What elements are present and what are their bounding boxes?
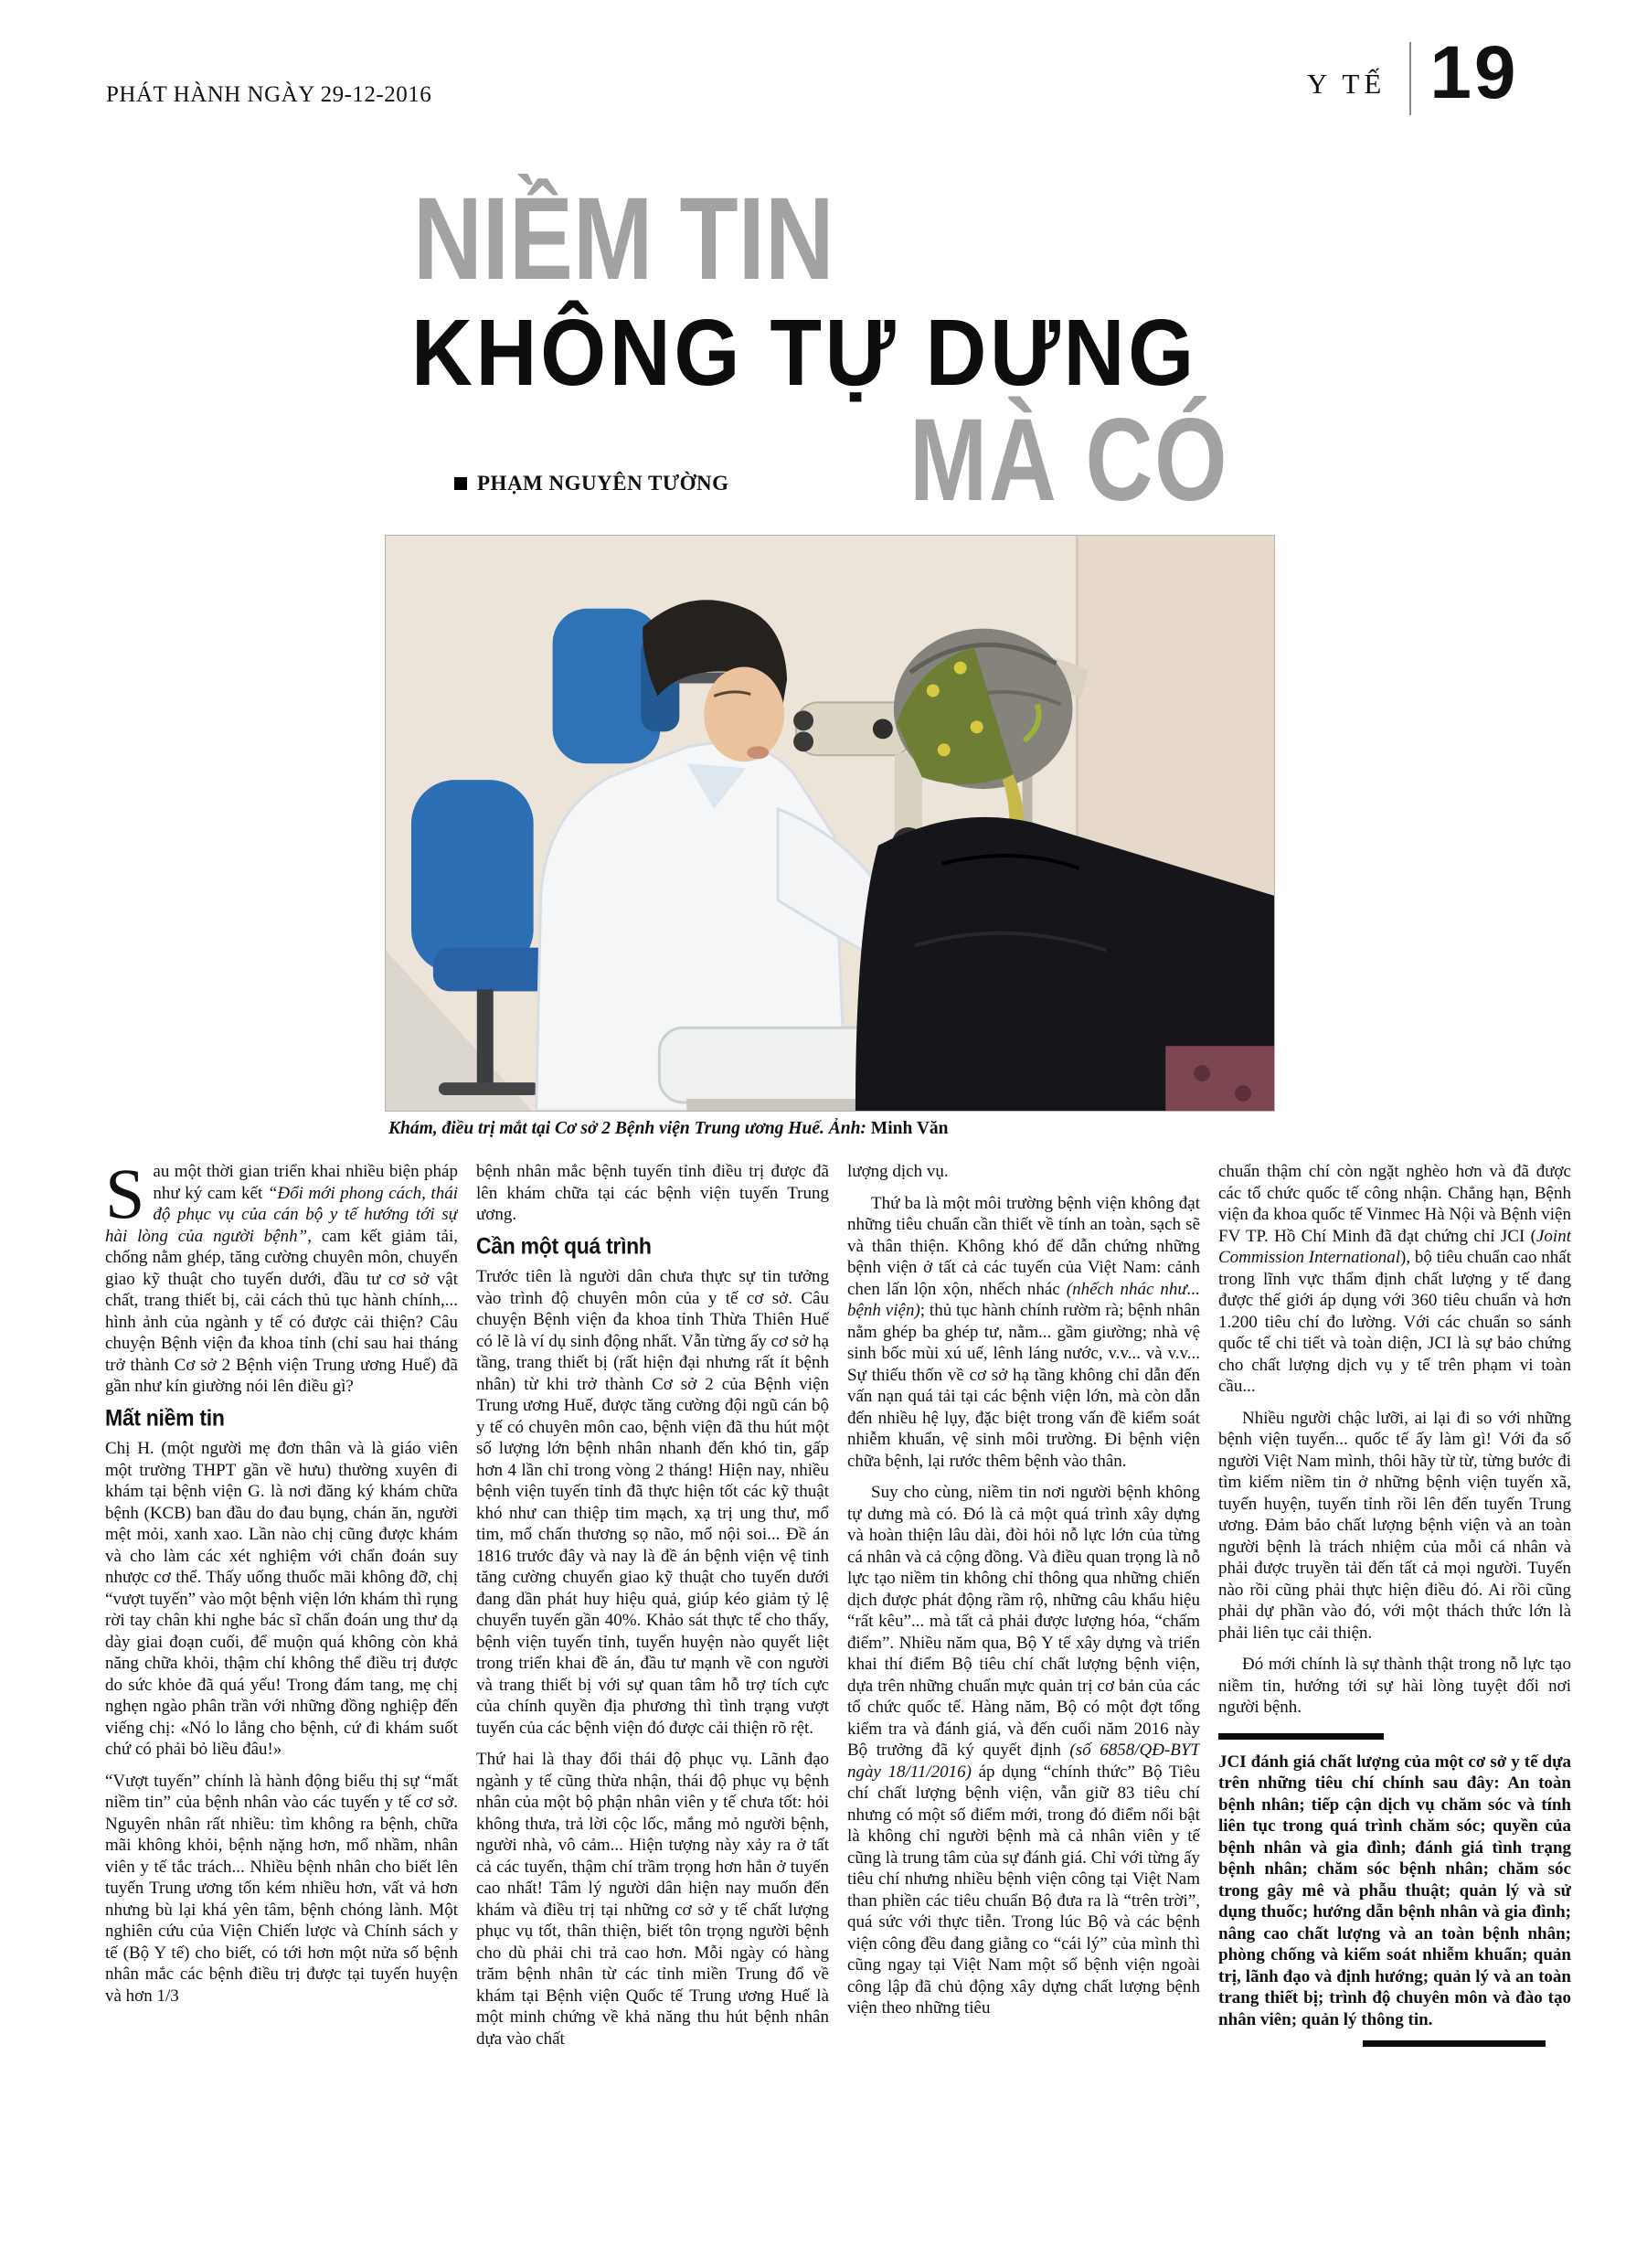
- page-number: 19: [1429, 31, 1519, 114]
- headline-line-2: KHÔNG TỰ DƯNG: [411, 300, 1197, 405]
- paragraph: bệnh nhân mắc bệnh tuyến tỉnh điều trị được đã lên khám chữa tại các bệnh viện tuyến Trung ương.: [476, 1162, 829, 1224]
- paragraph: Trước tiên là người dân chưa thực sự tin tưởng vào trình độ chuyên môn của y tế cơ sở. Câu chuyện Bệnh viện đa khoa tỉnh Thừa Thiên Huế có lẽ là ví dụ sinh động nhất. Vẫn từng ấy cơ sở hạ tầng, trang thiết bị (rất hiện đại nhưng rất ít bệnh nhân) từ khi trở thành Cơ sở 2 của Bệnh viện Trung ương Huế, được tăng cường đội ngũ cán bộ y tế có chuyên môn cao, bệnh viện đã thu hút một số lượng lớn bệnh nhân nhanh đến khó tin, gấp hơn 4 lần chỉ trong vòng 2 tháng! Hiện nay, nhiều bệnh viện tuyến tỉnh đã thực hiện tốt các kỹ thuật khó như can thiệp tim mạch, xạ trị ung thư, mổ tim, mổ chấn thương sọ não, mổ nội soi... Đề án 1816 trước đây và nay là đề án bệnh viện vệ tinh tăng cường chuyển giao kỹ thuật cho tuyến dưới đang dần phát huy hiệu quả, giúp kéo giảm tỷ lệ chuyển tuyến gần 40%. Khảo sát thực tế cho thấy, bệnh viện tuyến tỉnh, tuyến huyện nào quyết liệt trong triển khai đề án, đầu tư mạnh về con người và trang thiết bị với sự quan tâm hỗ trợ tích cực của chính quyền địa phương thì tình trạng vượt tuyến của các bệnh viện đó được cải thiện rõ rệt.: [476, 1267, 829, 1738]
- author-name: PHẠM NGUYÊN TƯỜNG: [477, 472, 729, 495]
- subheading-can-mot-qua-trinh: Cần một quá trình: [476, 1232, 652, 1259]
- paragraph: Thứ hai là thay đổi thái độ phục vụ. Lãnh đạo ngành y tế cũng thừa nhận, thái độ phục vụ bệnh nhân của một bộ phận nhân viên y tế chưa tốt: hỏi không thưa, trả lời cộc lốc, mắng mỏ người bệnh, người nhà, vô cảm... Hiện tượng này xảy ra ở tất cả các tuyến, thậm chí trầm trọng hơn hẳn ở tuyến cao nhất! Tâm lý người dân hiện nay muốn đến khám và điều trị tại những cơ sở y tế chất lượng phục vụ tốt, thân thiện, biết tôn trọng người bệnh cho dù phải chi trả cao hơn. Mỗi ngày có hàng trăm bệnh nhân từ các tỉnh miền Trung đổ về khám tại Bệnh viện Quốc tế Trung ương Huế là một minh chứng về khả năng thu hút bệnh nhân dựa vào chất: [476, 1750, 829, 2049]
- photo-caption: Khám, điều trị mắt tại Cơ sở 2 Bệnh viện Trung ương Huế. Ảnh: Minh Văn: [388, 1119, 949, 1138]
- section-label: Y TẾ: [1307, 68, 1387, 100]
- masthead-right: [1307, 31, 1519, 115]
- issue-date: PHÁT HÀNH NGÀY 29-12-2016: [106, 82, 432, 107]
- paragraph: Thứ ba là một môi trường bệnh viện không đạt những tiêu chuẩn cần thiết về tính an toàn, sạch sẽ và thân thiện. Không khó để dẫn chứng những bệnh viện ở tất cả các tuyến của Việt Nam: cảnh chen lấn lộn xộn, nhếch nhác (nhếch nhác như... bệnh viện); thủ tục hành chính rườm rà; bệnh nhân nằm ghép ba ghép tư, nằm... gầm giường; nhà vệ sinh bốc mùi xú uế, lênh láng nước, v.v... và v.v... Sự thiếu thốn về cơ sở hạ tầng không chỉ dẫn đến vấn nạn quá tải tại các bệnh viện lớn, mà còn dẫn đến nhiều hệ lụy, đặc biệt trong vấn đề kiểm soát nhiễm khuẩn, vệ sinh môi trường. Đi bệnh viện chữa bệnh, lại rước thêm bệnh vào thân.: [847, 1193, 1200, 1471]
- article-column-3: [847, 1161, 1200, 2258]
- article-column-4: [1218, 1161, 1571, 2258]
- subheading-mat-niem-tin: Mất niềm tin: [105, 1404, 225, 1431]
- lead-text: au một thời gian triển khai nhiều biện pháp như ký cam kết “Đổi mới phong cách, thái độ phục vụ của cán bộ y tế hướng tới sự hài lòng của người bệnh”, cam kết giảm tải, chống nằm ghép, tăng cường chuyên môn, chuyển giao kỹ thuật cho tuyến dưới, đầu tư cơ sở vật chất, trang thiết bị, cải cách thủ tục hành chính,... hình ảnh của ngành y tế có được cải thiện? Câu chuyện Bệnh viện đa khoa tỉnh (chỉ sau hai tháng trở thành Cơ sở 2 Bệnh viện Trung ương Huế) đã gần như kín giường nói lên điều gì?: [105, 1162, 458, 1396]
- byline-square-icon: [454, 477, 467, 490]
- paragraph: Đó mới chính là sự thành thật trong nỗ lực tạo niềm tin, hướng tới sự hài lòng tuyệt đối nơi người bệnh.: [1218, 1655, 1571, 1717]
- paragraph: lượng dịch vụ.: [847, 1162, 949, 1181]
- paragraph: Chị H. (một người mẹ đơn thân và là giáo viên một trường THPT gần về hưu) thường xuyên đi khám tại bệnh viện G. là nơi đăng ký khám chữa bệnh (KCB) ban đầu do đau bụng, chán ăn, người mệt mỏi, xanh xao. Lần nào chị cũng được khám và cho làm các xét nghiệm với chẩn đoán suy nhược cơ thể. Thấy uống thuốc mãi không đỡ, chị “vượt tuyến” vào một bệnh viện lớn khám thì rụng rời tay chân khi nghe bác sĩ chẩn đoán ung thư dạ dày giai đoạn cuối, để muộn quá không còn khả năng chữa khỏi, thậm chí không thể điều trị được do sức khỏe đã quá yếu! Trong đám tang, mẹ chị nghẹn ngào phân trần với những đồng nghiệp đến viếng chị: «Nó lo lắng cho bệnh, cứ đi khám suốt chứ có phải bỏ liều đâu!»: [105, 1439, 458, 1759]
- byline: [454, 472, 729, 495]
- article-column-2: [476, 1161, 829, 2258]
- paragraph: Suy cho cùng, niềm tin nơi người bệnh không tự dưng mà có. Đó là cả một quá trình xây dựng và hoàn thiện lâu dài, đòi hỏi nỗ lực lớn của từng cá nhân và cả cộng đồng. Và điều quan trọng là nỗ lực tạo niềm tin không chỉ thông qua những chiến dịch được phát động rầm rộ, những câu khẩu hiệu “rất kêu”... mà tất cả phải được lượng hóa, “chấm điểm”. Nhiều năm qua, Bộ Y tế xây dựng và triển khai thí điểm Bộ tiêu chí chất lượng bệnh viện, dựa trên những chuẩn mực quản trị cơ bản của các tổ chức quốc tế. Hàng năm, Bộ có một đợt tổng kiểm tra và đánh giá, và đến cuối năm 2016 này Bộ trưởng đã ký quyết định (số 6858/QĐ-BYT ngày 18/11/2016) áp dụng “chính thức” Bộ Tiêu chí chất lượng bệnh viện, vẫn giữ 83 tiêu chí nhưng có một số điểm mới, trong đó điểm nổi bật là không chỉ người bệnh mà cả nhân viên y tế cũng là trung tâm của sự đánh giá. Chỉ với từng ấy tiêu chí nhưng nhiều bệnh viện công tại Việt Nam than phiền các tiêu chuẩn Bộ đưa ra là “trên trời”, quá sức với thực tiễn. Trong lúc Bộ và các bệnh viện công đều đang giằng co “cái lý” của mình thì cũng ngay tại Việt Nam một số bệnh viện ngoài công lập đã chủ động xây dựng chất lượng bệnh viện theo những tiêu: [847, 1483, 1200, 2018]
- drop-cap: S: [105, 1161, 145, 1233]
- paragraph: Nhiều người chậc lưỡi, ai lại đi so với những bệnh viện tuyến... quốc tế ấy làm gì! Với đa số người Việt Nam mình, thôi hãy từ từ, từng bước đi tìm kiếm niềm tin ở những bệnh viện tuyến xã, tuyến huyện, tuyến tỉnh rồi lên đến tuyến Trung ương. Đảm bảo chất lượng bệnh viện và an toàn người bệnh là trách nhiệm của mỗi cá nhân và phải được truyền tải đến tất cả mọi người. Tuyến nào rồi cũng phải thực hiện điều đó. Ai rồi cũng phải dự phần vào đó, với một thách thức lớn là phải liên tục cải thiện.: [1218, 1408, 1571, 1643]
- article-photo: [385, 535, 1275, 1112]
- lead-paragraph: [105, 1161, 458, 1398]
- article-end-rule: [1363, 2040, 1546, 2047]
- paragraph: chuẩn thậm chí còn ngặt nghèo hơn và đã được các tổ chức quốc tế công nhận. Chẳng hạn, Bệnh viện đa khoa quốc tế Vinmec Hà Nội và Bệnh viện FV TP. Hồ Chí Minh đã đạt chứng chỉ JCI (Joint Commission International), bộ tiêu chuẩn cao nhất trong lĩnh vực thẩm định chất lượng y tế đang được thế giới áp dụng với 360 tiêu chuẩn và hơn 1.200 tiêu chí đo lường. Với các chuẩn so sánh quốc tế chi tiết và toàn diện, JCI là sự bảo chứng cho chất lượng dịch vụ y tế trên phạm vi toàn cầu...: [1218, 1162, 1571, 1396]
- jci-note-paragraph: JCI đánh giá chất lượng của một cơ sở y tế dựa trên những tiêu chí chính sau đây: An toàn bệnh nhân; tiếp cận dịch vụ chăm sóc và tính liên tục trong quá trình chăm sóc; quyền của bệnh nhân và gia đình; đánh giá tình trạng bệnh nhân; chăm sóc bệnh nhân; chăm sóc trong gây mê và phẫu thuật; quản lý và sử dụng thuốc; hướng dẫn bệnh nhân và gia đình; nâng cao chất lượng và an toàn bệnh nhân; phòng chống và kiểm soát nhiễm khuẩn; quản trị, lãnh đạo và định hướng; quản lý và an toàn trang thiết bị; trình độ chuyên môn và đào tạo nhân viên; quản lý thông tin.: [1218, 1752, 1571, 2029]
- masthead-divider: [1409, 42, 1411, 115]
- jci-note-top-rule: [1218, 1733, 1384, 1740]
- eye-exam-illustration: [386, 536, 1274, 1111]
- paragraph: “Vượt tuyến” chính là hành động biểu thị sự “mất niềm tin” của bệnh nhân vào các tuyến y tế cơ sở. Nguyên nhân rất nhiều: tìm không ra bệnh, chữa mãi không khỏi, bệnh nặng hơn, mổ nhầm, nhân viên y tế tắc trách... Nhiều bệnh nhân cho biết lên tuyến Trung ương tốn kém nhiều hơn, vất vả hơn nhưng bù lại khá yên tâm, bệnh chóng lành. Một nghiên cứu của Viện Chiến lược và Chính sách y tế (Bộ Y tế) cho biết, có tới hơn một nửa số bệnh nhân mắc các bệnh điều trị được tại tuyến huyện và hơn 1/3: [105, 1771, 458, 2006]
- article-column-1: [105, 1161, 458, 2258]
- headline-line-1: NIỀM TIN: [413, 174, 834, 304]
- headline-line-3: MÀ CÓ: [909, 395, 1229, 526]
